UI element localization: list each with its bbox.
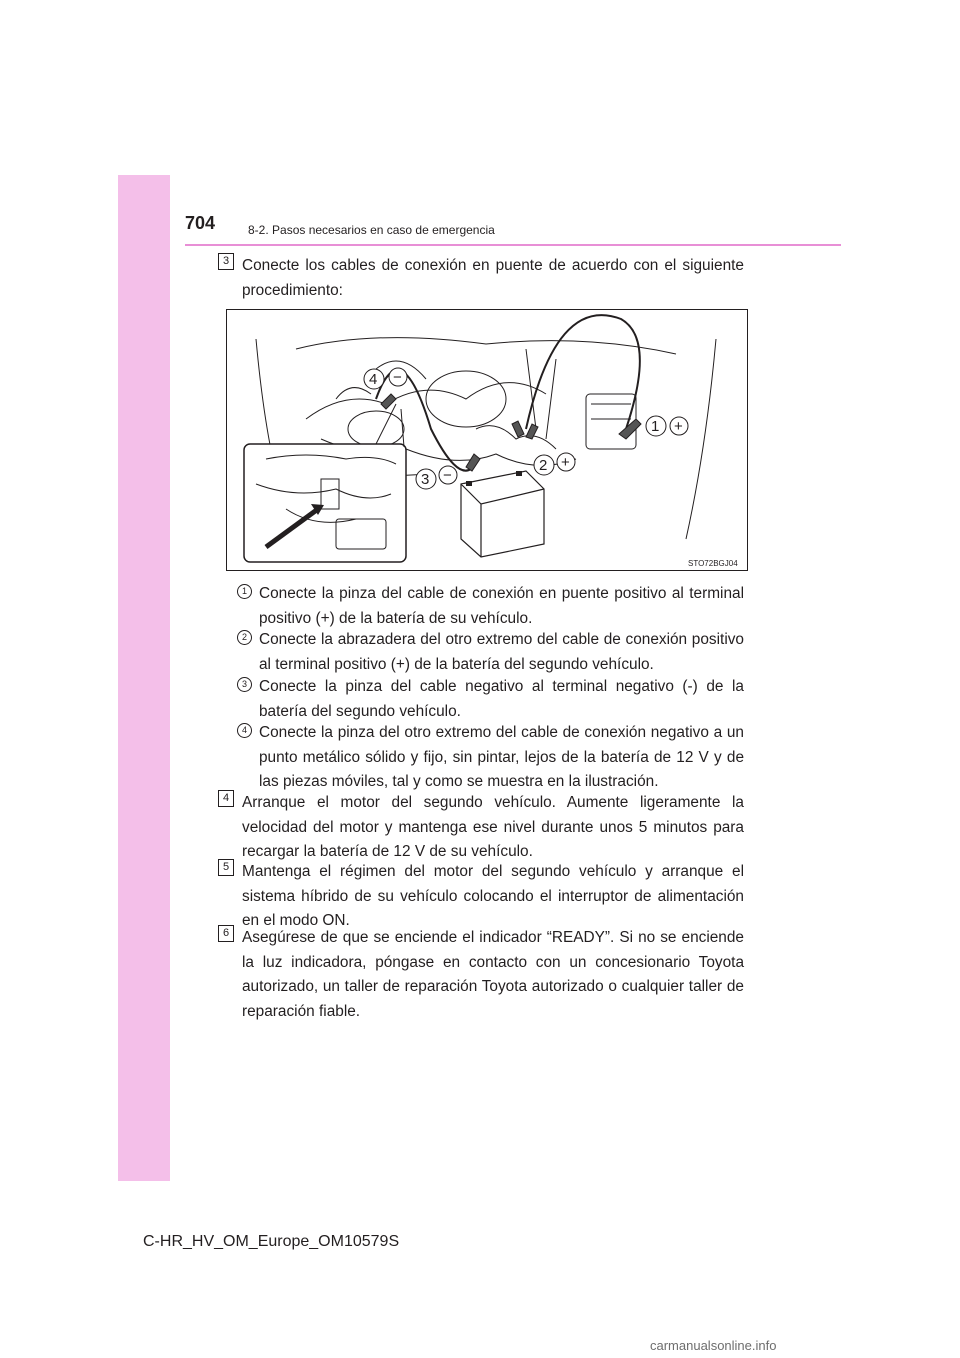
callout-symbol-2: + [561, 454, 570, 471]
header-divider [185, 244, 841, 246]
substep-marker-3: 3 [237, 677, 252, 692]
substep-4-text: Conecte la pinza del otro extremo del cable de conexión negativo a un punto metálico sólido y fijo, sin pintar, lejos de la batería de 12 V y de las piezas móviles, tal y como se muestra en la ilustración. [259, 724, 744, 790]
side-tab-bar [118, 175, 170, 1181]
callout-number-2: 2 [539, 457, 548, 474]
callout-symbol-4: − [393, 369, 402, 386]
figure-code: STO72BGJ04 [688, 559, 738, 568]
step-4-text: Arranque el motor del segundo vehículo. Aumente ligeramente la velocidad del motor y mantenga ese nivel durante unos 5 minutos para recargar la batería de 12 V de su vehículo. [242, 794, 744, 860]
document-id: C-HR_HV_OM_Europe_OM10579S [143, 1233, 400, 1250]
section-title: 8-2. Pasos necesarios en caso de emergencia [248, 223, 495, 237]
callout-number-1: 1 [651, 418, 660, 435]
substep-marker-1: 1 [237, 584, 252, 599]
callout-number-3: 3 [421, 471, 430, 488]
watermark: carmanualsonline.info [650, 1338, 777, 1353]
callout-symbol-3: − [443, 467, 452, 484]
illustration-svg [226, 309, 748, 571]
page-number: 704 [185, 213, 216, 233]
substep-marker-4: 4 [237, 723, 252, 738]
callout-number-4: 4 [369, 371, 378, 388]
jump-start-illustration [226, 309, 748, 571]
step-marker-4: 4 [218, 790, 234, 807]
callout-symbol-1: + [674, 418, 683, 435]
step-3-text: Conecte los cables de conexión en puente de acuerdo con el siguiente procedimiento: [242, 257, 744, 299]
substep-marker-2: 2 [237, 630, 252, 645]
substep-2-text: Conecte la abrazadera del otro extremo del cable de conexión positivo al terminal positivo (+) de la batería del segundo vehículo. [259, 631, 744, 673]
step-6-text: Asegúrese de que se enciende el indicador “READY”. Si no se enciende la luz indicadora, póngase en contacto con un concesionario Toyota autorizado, un taller de reparación Toyota autorizado o cualquier taller de reparación fiable. [242, 929, 744, 1020]
step-marker-6: 6 [218, 925, 234, 942]
step-marker-3: 3 [218, 253, 234, 270]
substep-3-text: Conecte la pinza del cable negativo al terminal negativo (-) de la batería del segundo vehículo. [259, 678, 744, 720]
step-5-text: Mantenga el régimen del motor del segundo vehículo y arranque el sistema híbrido de su vehículo colocando el interruptor de alimentación en el modo ON. [242, 863, 744, 929]
substep-1-text: Conecte la pinza del cable de conexión en puente positivo al terminal positivo (+) de la batería de su vehículo. [259, 585, 744, 627]
step-marker-5: 5 [218, 859, 234, 876]
